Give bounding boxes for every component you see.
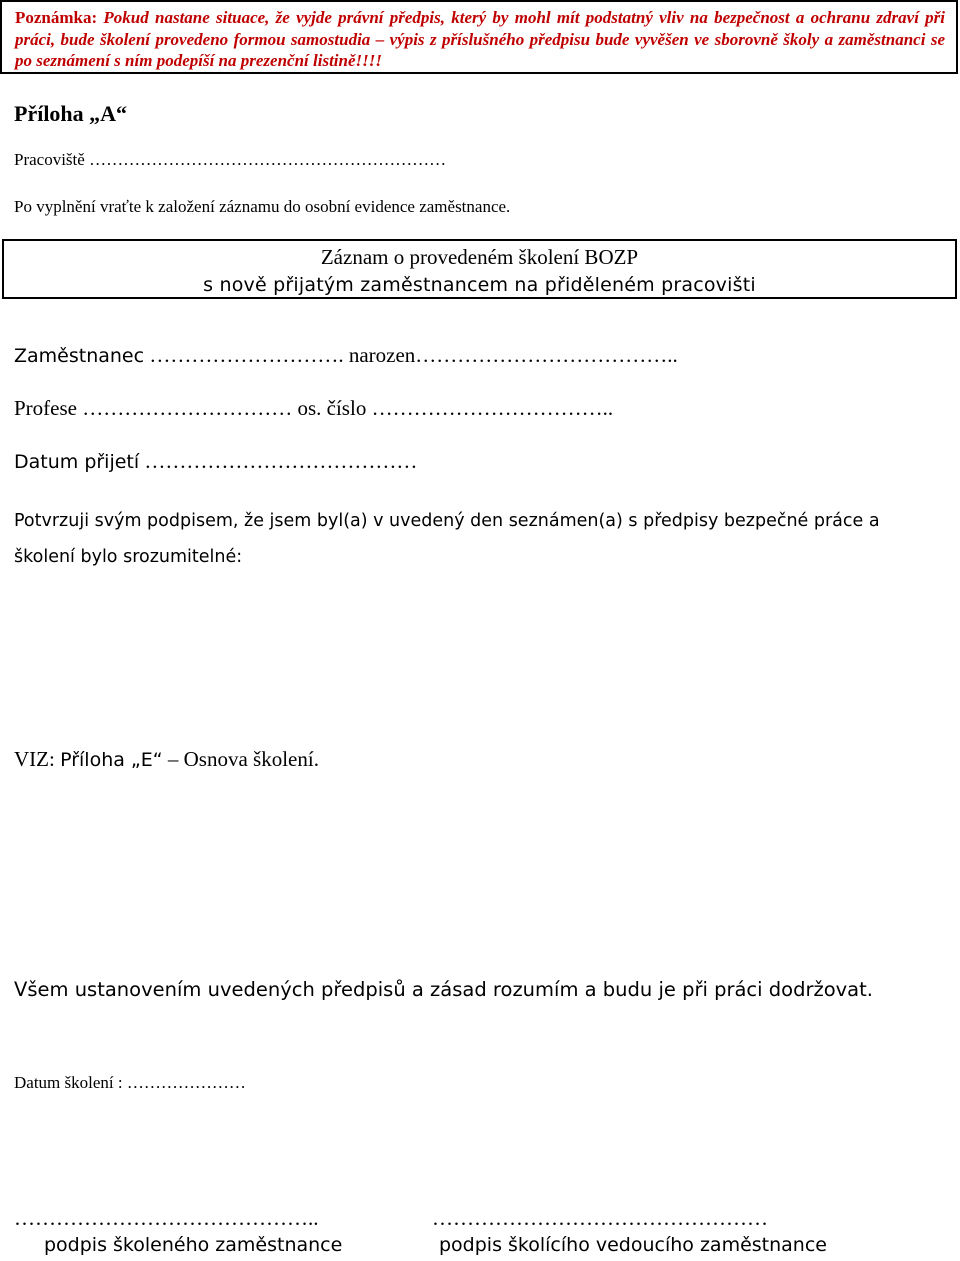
return-instruction: Po vyplnění vraťte k založení záznamu do osobní evidence zaměstnance.: [14, 197, 511, 216]
personal-number-label: os. číslo: [297, 396, 367, 420]
see-appendix: [14, 747, 319, 772]
see-appendix-prefix: VIZ:: [14, 747, 61, 771]
born-label: narozen: [343, 343, 416, 367]
note-text: Pokud nastane situace, že vyjde právní předpis, který by mohl mít podstatný vliv na bezpečnost a ochranu zdraví při práci, bude školení provedeno formou samostudia – výpis z příslušného předpisu bude vyvěšen ve sborovně školy a zaměstnanci se po seznámení s ním podepíší na prezenční listině!!!!: [15, 8, 945, 70]
employee-label: Zaměstnanec: [14, 345, 145, 367]
hire-date-dots[interactable]: …………………………………: [139, 449, 418, 473]
appendix-heading: Příloha „A“: [14, 101, 128, 126]
hire-date-row: [14, 449, 417, 474]
see-appendix-suffix: – Osnova školení.: [162, 747, 319, 771]
born-dots[interactable]: ………………………………..: [415, 343, 678, 367]
hire-date-label: Datum přijetí: [14, 451, 140, 473]
profession-dots[interactable]: …………………………: [76, 396, 298, 420]
workplace-line: Pracoviště ………………………………………………………: [14, 150, 447, 169]
trainee-signature-label: podpis školeného zaměstnance: [44, 1234, 343, 1256]
profession-row: [14, 396, 613, 421]
record-title-line1: Záznam o provedeném školení BOZP: [320, 245, 639, 269]
note-box: [0, 0, 958, 74]
profession-label: Profese: [14, 396, 77, 420]
confirmation-text: Potvrzuji svým podpisem, že jsem byl(a) v uvedený den seznámen(a) s předpisy bezpečné práce a školení bylo srozumitelné:: [14, 511, 880, 567]
record-title-line2: s nově přijatým zaměstnancem na přiděleném pracovišti: [203, 274, 756, 296]
record-title-box: [2, 239, 957, 299]
trainer-signature-label: podpis školícího vedoucího zaměstnance: [439, 1234, 827, 1256]
employee-dots[interactable]: ……………………….: [144, 343, 344, 367]
trainer-signature-line[interactable]: …………………………………………: [432, 1206, 768, 1230]
note-label: Poznámka:: [15, 8, 98, 27]
personal-number-dots[interactable]: ……………………………..: [366, 396, 614, 420]
see-appendix-text: Příloha „E“: [60, 749, 163, 771]
employee-row: [14, 343, 678, 368]
trainee-signature-line[interactable]: ……………………………………..: [14, 1206, 319, 1230]
training-date[interactable]: Datum školení : …………………: [14, 1073, 246, 1092]
commitment-text: Všem ustanovením uvedených předpisů a zásad rozumím a budu je při práci dodržovat.: [14, 978, 873, 1001]
